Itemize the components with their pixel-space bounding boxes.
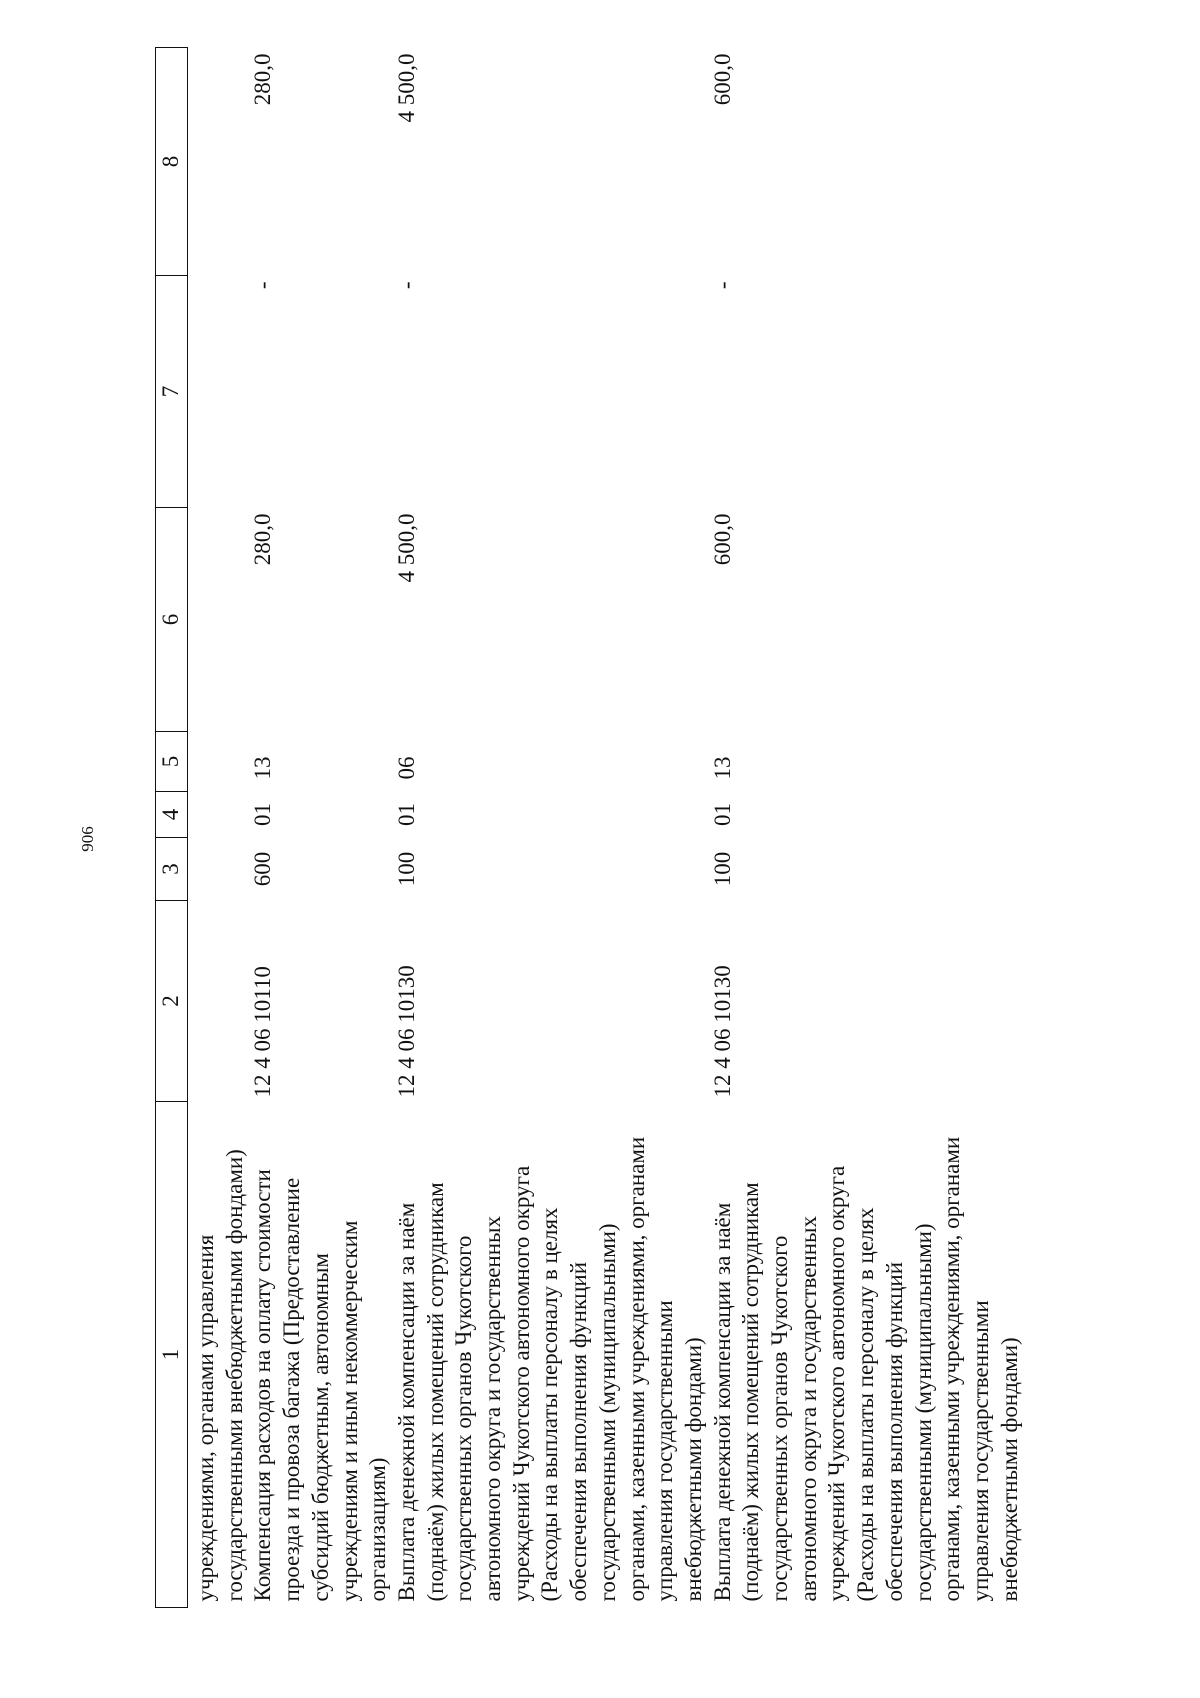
name-line: организациям) bbox=[365, 1457, 391, 1602]
row-rz: 01 bbox=[250, 803, 276, 826]
row-name bbox=[192, 1102, 249, 1608]
budget-table-rotated bbox=[155, 48, 1055, 1608]
row-vr: 100 bbox=[393, 851, 419, 887]
header-row bbox=[156, 48, 188, 1608]
header-col-3: 3 bbox=[156, 838, 188, 901]
name-line: Компенсация расходов на оплату стоимости bbox=[250, 1169, 276, 1602]
name-line: Выплата денежной компенсации за наём bbox=[393, 1202, 419, 1602]
table-row bbox=[393, 48, 709, 1608]
row-sum: 280,0 bbox=[250, 513, 276, 566]
row-vr: 600 bbox=[250, 851, 276, 887]
row-sum: 4 500,0 bbox=[393, 513, 419, 583]
name-line: учреждениям и иным некоммерческим bbox=[336, 1220, 362, 1602]
page-number: 906 bbox=[78, 826, 97, 852]
row-col8: 4 500,0 bbox=[393, 53, 419, 123]
name-line: учреждений Чукотского автономного округа bbox=[824, 1165, 850, 1602]
header-col-1: 1 bbox=[156, 1102, 188, 1608]
name-line: государственными внебюджетными фондами) bbox=[221, 1149, 247, 1602]
table-row bbox=[249, 48, 393, 1608]
row-name bbox=[709, 1102, 1025, 1608]
name-line: внебюджетными фондами) bbox=[680, 1337, 706, 1602]
name-line: управления государственными bbox=[967, 1300, 993, 1602]
name-line: (поднаём) жилых помещений сотрудникам bbox=[738, 1182, 764, 1602]
name-line: органами, казенными учреждениями, органами bbox=[939, 1136, 965, 1602]
name-line: субсидий бюджетным, автономным bbox=[307, 1253, 333, 1602]
name-line: государственными (муниципальными) bbox=[594, 1223, 620, 1602]
row-code: 12 4 06 10110 bbox=[250, 966, 276, 1098]
row-col7: - bbox=[709, 281, 735, 290]
name-line: внебюджетными фондами) bbox=[996, 1337, 1022, 1602]
row-pr: 06 bbox=[393, 756, 419, 780]
name-line: учреждениями, органами управления bbox=[193, 1234, 218, 1602]
row-col7: - bbox=[250, 281, 276, 290]
row-col8: 600,0 bbox=[709, 53, 735, 106]
header-col-8: 8 bbox=[156, 48, 188, 276]
row-name bbox=[393, 1102, 709, 1608]
name-line: учреждений Чукотского автономного округа bbox=[508, 1165, 534, 1602]
name-line: (Расходы на выплаты персоналу в целях bbox=[853, 1207, 879, 1602]
name-line: проезда и провоза багажа (Предоставление bbox=[279, 1177, 305, 1602]
row-col7: - bbox=[393, 281, 419, 290]
row-pr: 13 bbox=[709, 756, 735, 780]
name-line: государственных органов Чукотского bbox=[451, 1235, 477, 1602]
name-line: обеспечения выполнения функций bbox=[881, 1261, 907, 1602]
row-col8: 280,0 bbox=[250, 53, 276, 106]
name-line: (Расходы на выплаты персоналу в целях bbox=[537, 1207, 563, 1602]
header-col-2: 2 bbox=[156, 901, 188, 1102]
budget-table bbox=[155, 47, 1024, 1608]
row-code: 12 4 06 10130 bbox=[709, 965, 735, 1098]
name-line: автономного округа и государственных bbox=[480, 1216, 506, 1602]
name-line: (поднаём) жилых помещений сотрудникам bbox=[422, 1182, 448, 1602]
name-line: государственными (муниципальными) bbox=[910, 1223, 936, 1602]
name-line: обеспечения выполнения функций bbox=[566, 1261, 592, 1602]
name-line: органами, казенными учреждениями, органами bbox=[623, 1136, 649, 1602]
row-code: 12 4 06 10130 bbox=[393, 965, 419, 1098]
header-col-5: 5 bbox=[156, 732, 188, 792]
name-line: Выплата денежной компенсации за наём bbox=[709, 1202, 735, 1602]
row-name bbox=[249, 1102, 393, 1608]
header-col-6: 6 bbox=[156, 508, 188, 732]
header-col-4: 4 bbox=[156, 792, 188, 838]
row-vr: 100 bbox=[709, 851, 735, 887]
name-line: управления государственными bbox=[652, 1300, 678, 1602]
header-col-7: 7 bbox=[156, 276, 188, 508]
table-row-continuation bbox=[192, 48, 249, 1608]
row-pr: 13 bbox=[250, 756, 276, 780]
table-row bbox=[709, 48, 1025, 1608]
row-rz: 01 bbox=[709, 803, 735, 826]
name-line: автономного округа и государственных bbox=[795, 1216, 821, 1602]
name-line: государственных органов Чукотского bbox=[767, 1235, 793, 1602]
row-sum: 600,0 bbox=[709, 513, 735, 566]
row-rz: 01 bbox=[393, 803, 419, 826]
